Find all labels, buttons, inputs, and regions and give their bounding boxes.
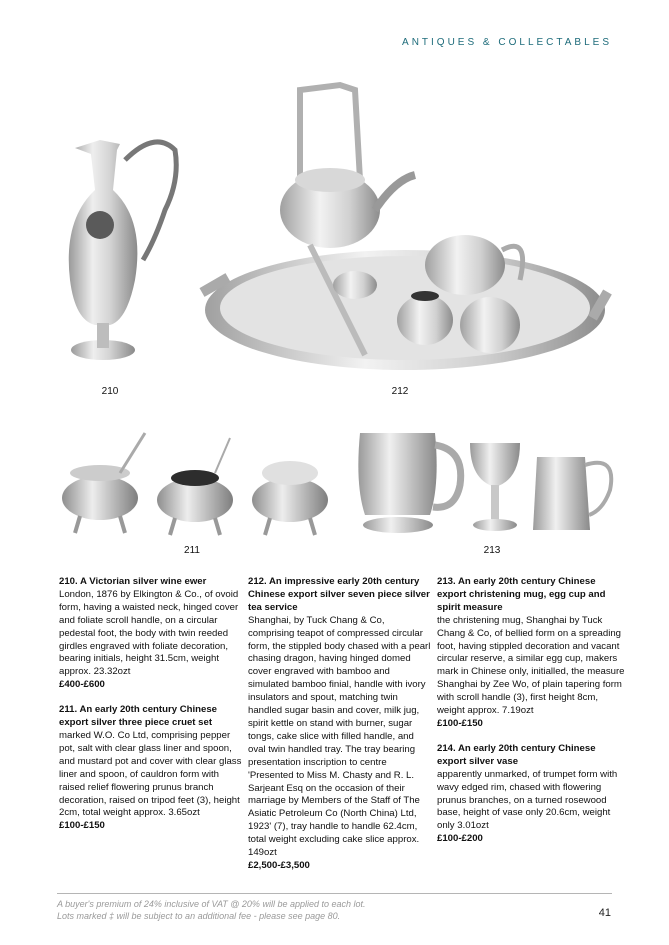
lot-estimate: £100-£150 <box>437 717 483 729</box>
lot-entry-211 <box>59 704 244 833</box>
page-number: 41 <box>598 907 611 919</box>
lot-column-3 <box>437 576 627 858</box>
lot-estimate: £400-£600 <box>59 679 105 691</box>
additional-fee-note: Lots marked ‡ will be subject to an additional fee - please see page 80. <box>57 911 341 921</box>
cruet-set-image <box>55 428 345 538</box>
wine-ewer-image <box>55 120 195 380</box>
photo-caption-212: 212 <box>391 386 409 397</box>
lot-entry-213 <box>437 576 627 731</box>
section-header: ANTIQUES & COLLECTABLES <box>402 37 612 48</box>
lot-title: 214. An early 20th century Chinese export silver vase <box>437 742 596 767</box>
footer-notice <box>57 898 366 922</box>
lot-description: London, 1876 by Elkington & Co., of ovoid form, having a waisted neck, hinged cover and foliate scroll handle, on a circular pedestal foot, the body with twin reeded girdles engraved with foliate decoration, bearing initials, height 31.5cm, weight approx. 23.32ozt <box>59 588 239 678</box>
lot-description: Shanghai, by Tuck Chang & Co, comprising teapot of compressed circular form, the stippled body chased with a pearl chasing dragon, having hinged domed cover engraved with bamboo and simulated bamboo finial, handle with ivory insulators and spout, matching twin handled sugar basin and cover, milk jug, spirit kettle on stand with burner, sugar tongs, cake slice with filled handle, and oval twin handled tray. The tray bearing presentation inscription to centre 'Presented to Miss M. Chasty and R. L. Sarjeant Esq on the occasion of their marriage by Members of the Staff of The Asiatic Petroleum Co (North China) Ltd, 1923' (7), tray handle to handle 62.4cm, total weight excluding cake slice approx. 149ozt <box>248 614 431 859</box>
lot-title: 210. A Victorian silver wine ewer <box>59 576 207 587</box>
lot-estimate: £2,500-£3,500 <box>248 859 310 871</box>
lot-estimate: £100-£200 <box>437 833 483 845</box>
lot-title: 211. An early 20th century Chinese export silver three piece cruet set <box>59 704 218 729</box>
lot-description: the christening mug, Shanghai by Tuck Chang & Co, of bellied form on a spreading foot, having stippled decoration and vacant circular reserve, a similar egg cup, makers mark in Chinese only, initialled, the measure Shanghai by Zee Wo, of plain tapering form with scroll handle (3), first height 8cm, weight approx. 7.19ozt <box>437 614 625 717</box>
photo-caption-213: 213 <box>483 545 501 556</box>
lot-estimate: £100-£150 <box>59 820 105 832</box>
tea-service-image <box>190 80 620 375</box>
photo-caption-211: 211 <box>184 545 200 556</box>
lot-column-1 <box>59 576 244 845</box>
lot-description: marked W.O. Co Ltd, comprising pepper pot, salt with clear glass liner and spoon, and mustard pot and cover with clear glass liner and spoon, of cauldron form with raised relief flowering prunus branch decoration, raised on tripod feet (3), height 2cm, total weight approx. 3.65ozt <box>59 729 242 819</box>
lot-title: 213. An early 20th century Chinese export christening mug, egg cup and spirit measure <box>437 576 606 613</box>
lot-title: 212. An impressive early 20th century Chinese export silver seven piece silver tea service <box>248 576 430 613</box>
lot-entry-214 <box>437 743 627 846</box>
christening-mug-set-image <box>355 425 620 535</box>
lot-column-2 <box>248 576 433 885</box>
footer-divider <box>57 893 612 894</box>
lot-description: apparently unmarked, of trumpet form with wavy edged rim, chased with flowering prunus branches, on a turned rosewood base, height of vase only 20.6cm, weight only 3.01ozt <box>437 768 618 832</box>
lot-entry-210 <box>59 576 244 692</box>
photo-caption-210: 210 <box>101 386 119 397</box>
buyers-premium-note: A buyer's premium of 24% inclusive of VAT @ 20% will be applied to each lot. <box>57 899 366 909</box>
lot-entry-212 <box>248 576 433 873</box>
